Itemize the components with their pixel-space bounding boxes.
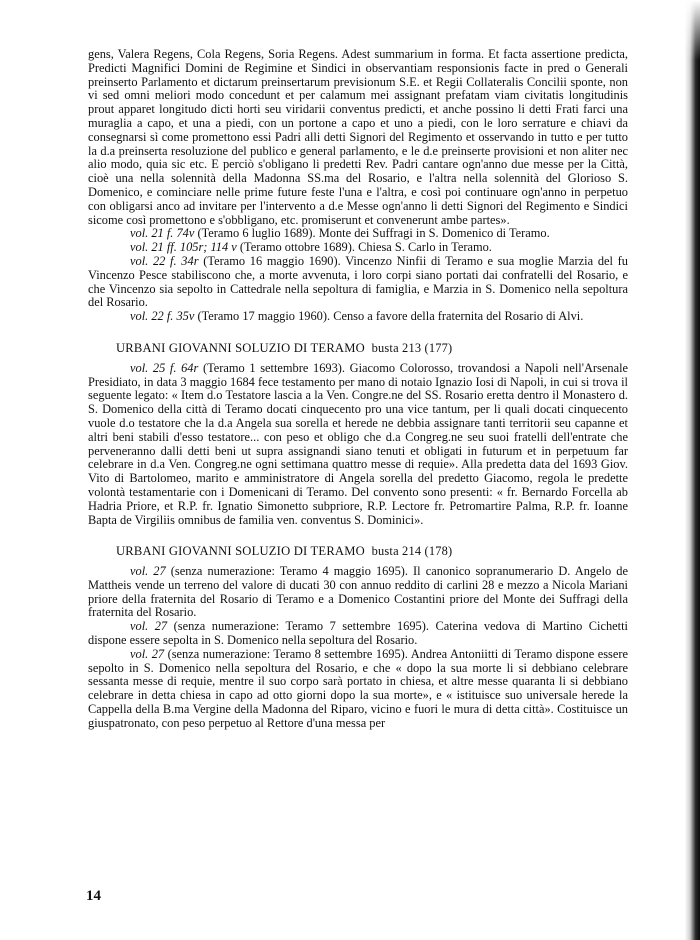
volume-ref: vol. 27 (130, 619, 168, 634)
entry-vol27-7-settembre (88, 620, 628, 648)
page-body (88, 48, 628, 731)
page-edge-fade (678, 0, 700, 60)
section-heading-busta-213 (116, 342, 628, 356)
entry-text: (Teramo 1 settembre 1693). Giacomo Colorosso, trovandosi a Napoli nell'Arsenale Presidiato, in data 3 maggio 1684 fece testamento per mano di notaio Ignazio Iosi di Napoli, in cui si trova il seguente legato: « Item d.o Testatore lascia a la Ven. Congre.ne del SS. Rosario eretta dentro il Monastero d. S. Domenico della città di Teramo docati cinquecento pro una vice tantum, per li quali docati cinquecento vuole d.o testatore che la d.a Angela sua sorella et herede ne debbia assignare tanti territorii seu capanne et altri beni stabili d'esso testatore... con peso et obligo che d.a Congreg.ne seu suoi fratelli dell'entrate che perveneranno dalli detti beni ut supra assignandi siano tenuti et obligati in futurum et in perpetuum far celebrare in d.a Ven. Congreg.ne ogni settimana quattro messe di requie». Alla predetta data del 1693 Giov. Vito di Bartolomeo, marito e amministratore di Angela sorella del predetto Giacomo, regola le predette volontà testamentarie con i Domenicani di Teramo. Del convento sono presenti: « fr. Bernardo Forcella ab Hadria Priore, et R.P. fr. Ignatio Simonetto subpriore, R.P. Lectore fr. Petromartire Palma, R.P. fr. Ioanne Bapta de Virgiliis omnibus de familia ven. conventus S. Dominici». (88, 360, 629, 527)
paragraph-opening: gens, Valera Regens, Cola Regens, Soria Regens. Adest summarium in forma. Et facta assertione predicta, Predicti Magnifici Domini de Regimine et Sindici in observantiam responsionis facte in pred o Generali preinserto Parlamento et dictarum preinsertarum previsionum S.E. et Regii Collateralis Concilii sponte, non vi sed omni meliori modo concedunt et per calamum mei assignant prefatam viam civitatis longitudinis prout apparet longitudo dicti horti seu viridarii conventus predicti, et anche possino li detti Frati farci una muraglia a capo, et una a piedi, con un portone a capo et uno a piedi, con le loro serrature e chiavi da consegnarsi sì come promettono essi Padri alli detti Signori del Regimento et osservando in tutto e per tutto la d.a preinserta resoluzione del publico e general parlamento, e le d.e preinserte provisioni et non aliter nec alio modo, quia sic etc. E perciò s'obligano li predetti Rev. Padri cantare ogn'anno due messe per la Città, cioè una nella solennità della Madonna SS.ma del Rosario, e l'altra nella solennità del Glorioso S. Domenico, e cominciare nelle prime future feste l'una e l'altra, e così poi continuare ogn'anno in perpetuo con obligarsi anco ad invitare per l'intervento a d.e Messe ogn'anno li detti Signori del Regimento e Sindici sicome così promettono e s'obbligano, etc. promiserunt et convenerunt ambe partes». (88, 47, 628, 227)
volume-ref: vol. 25 f. 64r (130, 360, 199, 375)
entry-text: (senza numerazione: Teramo 7 settembre 1695). Caterina vedova di Martino Cichetti dispone essere sepolta in S. Domenico nella sepoltura del Rosario. (88, 619, 628, 648)
volume-ref: vol. 22 f. 34r (130, 253, 199, 268)
entry-vol21-f74v (88, 227, 628, 241)
entry-text: (Teramo 17 maggio 1960). Censo a favore della fraternita del Rosario di Alvi. (194, 309, 584, 324)
volume-ref: vol. 22 f. 35v (130, 309, 195, 324)
entry-vol27-maggio (88, 565, 628, 620)
entry-vol21-ff105r (88, 241, 628, 255)
section-heading-busta-214 (116, 545, 628, 559)
section-heading-busta: busta 214 (178) (371, 544, 453, 559)
volume-ref: vol. 27 (130, 646, 165, 661)
entry-vol25-f64r (88, 362, 628, 528)
entry-vol27-8-settembre (88, 648, 628, 731)
volume-ref: vol. 27 (130, 564, 166, 579)
section-heading-title: URBANI GIOVANNI SOLUZIO DI TERAMO (116, 544, 365, 559)
volume-ref: vol. 21 ff. 105r; 114 v (130, 240, 237, 255)
section-heading-busta: busta 213 (177) (371, 340, 453, 355)
entry-text: (Teramo 6 luglio 1689). Monte dei Suffragi in S. Domenico di Teramo. (194, 226, 550, 241)
page-number: 14 (86, 888, 101, 904)
entry-text: (Teramo ottobre 1689). Chiesa S. Carlo in Teramo. (236, 240, 492, 255)
volume-ref: vol. 21 f. 74v (130, 226, 195, 241)
entry-text: (senza numerazione: Teramo 4 maggio 1695). Il canonico sopranumerario D. Angelo de Mattheis vende un terreno del valore di ducati 30 con annuo reddito di carlini 28 e mezzo a Nicola Mariani priore della fraternita del Rosario di Teramo e a Domenico Costantini priore del Monte dei Suffragi della fraternita del Rosario. (88, 564, 628, 620)
entry-text: (Teramo 16 maggio 1690). Vincenzo Ninfii di Teramo e sua moglie Marzia del fu Vincenzo Pesce stabiliscono che, a morte avvenuta, i loro corpi siano portati dai confratelli del Rosario, e che Vincenzo sia sepolto in Cattedrale nella sepoltura di famiglia, e Marzia in S. Domenico nella sepoltura del Rosario. (88, 253, 629, 310)
page-edge-shadow (678, 0, 700, 940)
section-heading-title: URBANI GIOVANNI SOLUZIO DI TERAMO (116, 340, 365, 355)
entry-vol22-f34r (88, 255, 628, 310)
entry-vol22-f35v (88, 310, 628, 324)
entry-text: (senza numerazione: Teramo 8 settembre 1695). Andrea Antoniitti di Teramo dispone essere sepolto in S. Domenico nella sepoltura del Rosario, e che « dopo la sua morte li si debbiano celebrare sessanta messe di requie, mentre il suo corpo sarà portato in chiesa, et altre messe quaranta li si debbiano celebrare in detta chiesa in capo ad otto giorni dopo la sua morte», e « istituisce suo universale herede la Cappella della B.ma Vergine della Madonna del Riparo, vicino e fuori le mura di detta città». Costituisce un giuspatronato, con peso perpetuo al Rettore d'una messa per (88, 646, 628, 730)
